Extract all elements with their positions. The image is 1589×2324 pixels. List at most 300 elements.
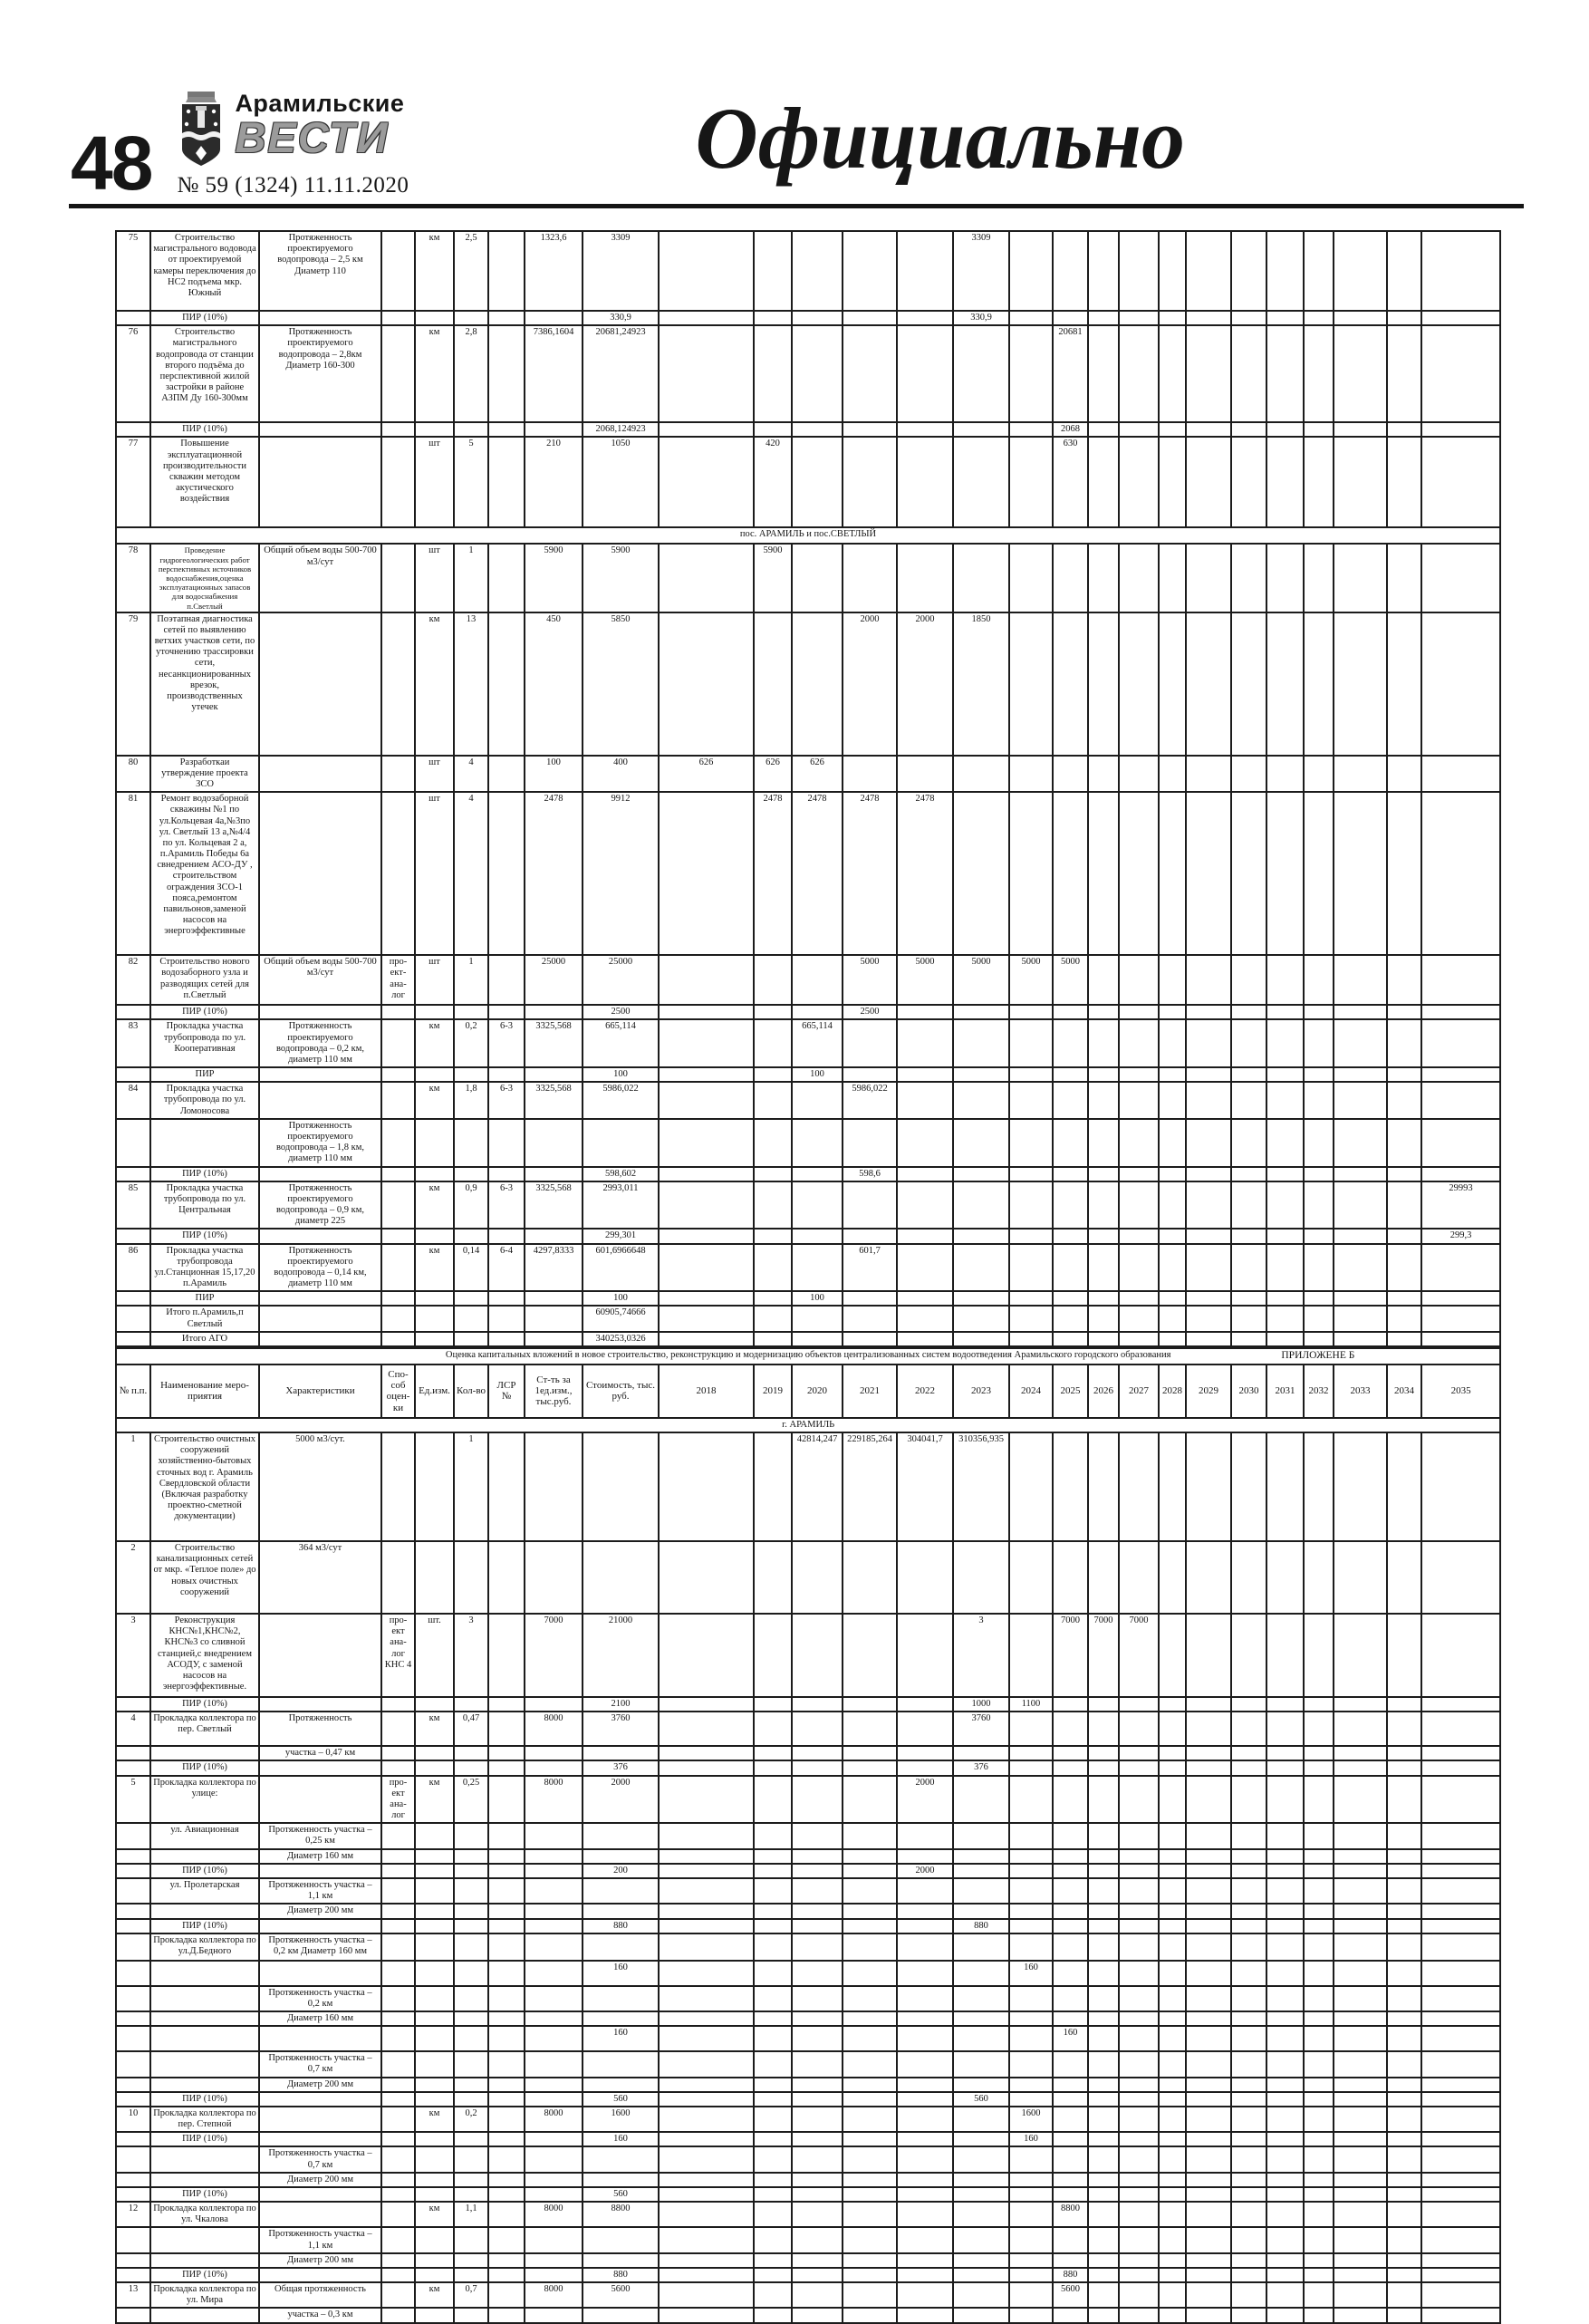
table-cell <box>1421 544 1500 612</box>
table-cell: 78 <box>116 544 150 612</box>
table-cell <box>1053 1067 1088 1082</box>
table-cell <box>1009 1119 1053 1167</box>
table-cell <box>1159 2132 1186 2146</box>
table-cell <box>754 422 792 437</box>
table-cell <box>259 1067 381 1082</box>
table-cell <box>897 2282 953 2308</box>
table-cell: Диаметр 200 мм <box>259 2078 381 2092</box>
table-cell <box>1266 612 1304 756</box>
table-cell: Прокладка коллектора по пер. Степной <box>150 2107 259 2132</box>
table-cell <box>1088 2282 1119 2308</box>
table-cell <box>1053 2253 1088 2268</box>
table-cell <box>415 2253 454 2268</box>
table-cell <box>1088 231 1119 311</box>
table-cell <box>415 1167 454 1181</box>
table-row <box>116 955 1500 1005</box>
table-cell <box>1231 1244 1266 1292</box>
table-cell <box>792 1697 843 1712</box>
table-row <box>116 325 1500 422</box>
table-cell <box>259 2202 381 2227</box>
table-cell <box>1053 2173 1088 2187</box>
table-cell <box>1159 1823 1186 1848</box>
table-cell: 1850 <box>953 612 1009 756</box>
table-cell: 2000 <box>583 1776 659 1824</box>
table-cell <box>415 2308 454 2322</box>
table-cell <box>953 2078 1009 2092</box>
table-cell <box>1009 2092 1053 2107</box>
table-cell <box>1304 2107 1334 2132</box>
table-cell <box>259 1229 381 1243</box>
table-cell <box>1009 325 1053 422</box>
table-cell <box>1387 612 1421 756</box>
table-cell <box>792 1961 843 1986</box>
table-cell <box>1266 2253 1304 2268</box>
table-cell <box>1304 1119 1334 1167</box>
table-cell <box>1266 231 1304 311</box>
table-cell <box>1088 2227 1119 2252</box>
table-cell <box>1119 1697 1159 1712</box>
table-cell <box>1387 2107 1421 2132</box>
table-cell <box>1159 1541 1186 1614</box>
table-cell <box>792 2173 843 2187</box>
table-cell: км <box>415 1712 454 1746</box>
table-cell <box>116 2187 150 2202</box>
table-cell: 364 м3/сут <box>259 1541 381 1614</box>
table-cell: про-ект ана-лог КНС 4 <box>381 1614 415 1697</box>
header-cell: 2028 <box>1159 1365 1186 1418</box>
table-cell <box>792 1229 843 1243</box>
table-cell: 5 <box>116 1776 150 1824</box>
table-cell <box>1304 1167 1334 1181</box>
table-cell <box>1266 311 1304 325</box>
table-cell <box>1186 437 1231 527</box>
table-cell <box>525 1067 583 1082</box>
table-cell: 4297,8333 <box>525 1244 583 1292</box>
table-cell <box>659 1697 754 1712</box>
table-cell: 5 <box>454 437 488 527</box>
table-cell <box>259 1864 381 1878</box>
table-cell <box>1119 2107 1159 2132</box>
header-cell: 2035 <box>1421 1365 1500 1418</box>
table-cell <box>659 2268 754 2282</box>
header-cell: № п.п. <box>116 1365 150 1418</box>
table-cell <box>583 2173 659 2187</box>
table-cell: 0,9 <box>454 1181 488 1230</box>
table-cell <box>1304 1306 1334 1331</box>
table-cell <box>1266 1933 1304 1961</box>
table-cell: 5000 <box>843 955 897 1005</box>
table-cell: 100 <box>583 1291 659 1306</box>
table-cell <box>1159 2282 1186 2308</box>
table-cell <box>953 1878 1009 1904</box>
table-cell <box>1088 422 1119 437</box>
table-cell <box>1266 2202 1304 2227</box>
table-cell: 1 <box>454 544 488 612</box>
table-cell <box>1186 2078 1231 2092</box>
table-cell: 76 <box>116 325 150 422</box>
table-cell <box>843 756 897 793</box>
table-cell <box>1231 1167 1266 1181</box>
table-cell: Диаметр 160 мм <box>259 2011 381 2026</box>
table-cell <box>488 2107 525 2132</box>
table-cell <box>1421 2173 1500 2187</box>
table-cell: 0,2 <box>454 1019 488 1067</box>
table-cell <box>116 1878 150 1904</box>
table-cell <box>754 1005 792 1019</box>
table-cell <box>488 1864 525 1878</box>
table-cell <box>754 1244 792 1292</box>
table-cell <box>1053 2078 1088 2092</box>
table-cell <box>843 1919 897 1933</box>
table-cell <box>1334 1904 1387 1918</box>
table-cell <box>415 1904 454 1918</box>
table-cell <box>1119 1067 1159 1082</box>
table-cell <box>792 2308 843 2322</box>
table-cell <box>150 2051 259 2077</box>
table-cell <box>381 1697 415 1712</box>
table-cell <box>1387 1961 1421 1986</box>
table-cell: 560 <box>583 2092 659 2107</box>
table-cell: 5850 <box>583 612 659 756</box>
table-cell <box>1119 1005 1159 1019</box>
table-row <box>116 612 1500 756</box>
table-cell <box>953 1332 1009 1346</box>
table-cell: км <box>415 1244 454 1292</box>
table-cell <box>259 1291 381 1306</box>
header-row <box>116 1365 1500 1418</box>
table-cell <box>381 612 415 756</box>
table-cell <box>1053 1541 1088 1614</box>
table-cell <box>454 311 488 325</box>
table-cell <box>953 544 1009 612</box>
table-cell <box>897 1878 953 1904</box>
table-cell <box>381 792 415 955</box>
table-cell <box>897 2308 953 2322</box>
table-cell <box>1334 2092 1387 2107</box>
table-cell <box>1159 311 1186 325</box>
table-cell <box>1304 1904 1334 1918</box>
table-cell <box>792 544 843 612</box>
table-cell <box>659 2227 754 2252</box>
table-cell <box>1266 1849 1304 1864</box>
table-cell <box>754 1332 792 1346</box>
table-cell: 8000 <box>525 2107 583 2132</box>
table-cell <box>415 2026 454 2051</box>
table-cell: 82 <box>116 955 150 1005</box>
table-cell: Прокладка участка трубопровода по ул. Кооперативная <box>150 1019 259 1067</box>
table-cell <box>583 1986 659 2011</box>
table-cell <box>1304 2282 1334 2308</box>
table-cell <box>1304 612 1334 756</box>
table-cell <box>1053 2107 1088 2132</box>
table-cell <box>525 1005 583 1019</box>
header-cell: 2033 <box>1334 1365 1387 1418</box>
table-cell <box>1334 2308 1387 2322</box>
table-cell <box>843 544 897 612</box>
table-cell <box>1119 1986 1159 2011</box>
table-cell <box>525 1849 583 1864</box>
table-row <box>116 1541 1500 1614</box>
table-row <box>116 422 1500 437</box>
table-row <box>116 1614 1500 1697</box>
header-cell: Наименование меро-приятия <box>150 1365 259 1418</box>
table-cell: 160 <box>583 2132 659 2146</box>
table-cell: ПИР (10%) <box>150 2092 259 2107</box>
table-cell <box>1119 1849 1159 1864</box>
table-cell <box>1421 2146 1500 2172</box>
table-cell <box>1304 2092 1334 2107</box>
table-cell <box>1421 1291 1500 1306</box>
table-cell <box>897 2132 953 2146</box>
table-cell <box>415 1005 454 1019</box>
table-cell <box>1266 1019 1304 1067</box>
table-cell <box>488 311 525 325</box>
table-cell <box>754 1291 792 1306</box>
table-cell <box>1231 1878 1266 1904</box>
table-cell <box>897 1005 953 1019</box>
table-cell <box>259 2268 381 2282</box>
table-cell <box>381 437 415 527</box>
table-cell <box>1231 2026 1266 2051</box>
table-cell <box>488 1291 525 1306</box>
table-cell: 160 <box>583 2026 659 2051</box>
table-cell <box>116 2026 150 2051</box>
table-cell <box>488 437 525 527</box>
table-cell <box>1387 2173 1421 2187</box>
table-cell <box>525 2173 583 2187</box>
table-cell: 8000 <box>525 2202 583 2227</box>
table-cell <box>525 1229 583 1243</box>
table-cell <box>488 1167 525 1181</box>
table-cell <box>488 1067 525 1082</box>
table-cell <box>454 1697 488 1712</box>
header-cell: Характеристики <box>259 1365 381 1418</box>
table-cell: Диаметр 200 мм <box>259 2173 381 2187</box>
table-cell: 1 <box>454 1432 488 1541</box>
table-row <box>116 2282 1500 2308</box>
table-cell <box>1421 2051 1500 2077</box>
table-cell <box>953 2308 1009 2322</box>
table-cell <box>953 2051 1009 2077</box>
table-cell <box>1387 1306 1421 1331</box>
table-cell <box>1334 437 1387 527</box>
section-label: пос. АРАМИЛЬ и пос.СВЕТЛЫЙ <box>116 527 1500 544</box>
table-cell: 8800 <box>1053 2202 1088 2227</box>
table-cell: 100 <box>792 1291 843 1306</box>
table-cell: 85 <box>116 1181 150 1230</box>
table-cell: 330,9 <box>583 311 659 325</box>
table-cell <box>381 2132 415 2146</box>
table-cell <box>1009 1005 1053 1019</box>
table-cell <box>1387 1760 1421 1775</box>
table-cell: 25000 <box>583 955 659 1005</box>
table-cell <box>488 2268 525 2282</box>
table-cell <box>897 1332 953 1346</box>
table-cell <box>381 1904 415 1918</box>
table-cell <box>1334 792 1387 955</box>
table-cell <box>1088 1776 1119 1824</box>
table-cell <box>1053 2011 1088 2026</box>
table-cell: 3760 <box>953 1712 1009 1746</box>
table-cell <box>381 1229 415 1243</box>
table-cell <box>1159 1614 1186 1697</box>
table-cell <box>1334 1697 1387 1712</box>
table-cell <box>659 2253 754 2268</box>
table-cell <box>525 2078 583 2092</box>
wastewater-table-container <box>115 1347 1589 2324</box>
table-cell <box>1159 2308 1186 2322</box>
table-cell <box>1304 792 1334 955</box>
table-cell <box>953 2268 1009 2282</box>
table-row <box>116 2132 1500 2146</box>
table-cell: 4 <box>454 756 488 793</box>
table-cell <box>1186 1541 1231 1614</box>
table-cell <box>953 1244 1009 1292</box>
table-cell <box>1421 2308 1500 2322</box>
table-cell <box>1334 1776 1387 1824</box>
table-cell <box>792 1823 843 1848</box>
table-cell <box>1088 1306 1119 1331</box>
table-cell <box>1421 1986 1500 2011</box>
table-cell: 2000 <box>897 612 953 756</box>
table-cell <box>1088 437 1119 527</box>
table-cell <box>1334 2202 1387 2227</box>
table-cell <box>1421 2011 1500 2026</box>
table-cell: Протяженность участка – 0,25 км <box>259 1823 381 1848</box>
table-cell <box>116 1933 150 1961</box>
table-cell <box>953 1067 1009 1082</box>
table-cell <box>953 2173 1009 2187</box>
table-cell <box>150 2026 259 2051</box>
table-cell <box>116 1746 150 1760</box>
table-row <box>116 1697 1500 1712</box>
table-cell <box>1186 955 1231 1005</box>
table-cell <box>953 2026 1009 2051</box>
table-cell <box>1119 1229 1159 1243</box>
table-cell: 376 <box>583 1760 659 1775</box>
table-cell <box>525 2268 583 2282</box>
table-cell <box>659 1614 754 1697</box>
table-row <box>116 2173 1500 2187</box>
header-cell: ЛСР № <box>488 1365 525 1418</box>
table-row <box>116 2253 1500 2268</box>
table-cell: 160 <box>583 1961 659 1986</box>
table-cell <box>1387 1712 1421 1746</box>
table-cell <box>792 2011 843 2026</box>
table-cell <box>1231 1229 1266 1243</box>
table-cell <box>1119 1167 1159 1181</box>
table-cell <box>843 2146 897 2172</box>
table-cell <box>1159 1712 1186 1746</box>
table-cell <box>792 1776 843 1824</box>
table-row <box>116 2026 1500 2051</box>
table-cell: 160 <box>1009 1961 1053 1986</box>
table-cell: ПИР (10%) <box>150 311 259 325</box>
table-cell <box>381 2092 415 2107</box>
table-cell: Протяженность проектируемого водопровода – 0,9 км, диаметр 225 <box>259 1181 381 1230</box>
table-cell <box>1159 2268 1186 2282</box>
table-cell <box>1053 544 1088 612</box>
table-cell <box>381 1119 415 1167</box>
table-row <box>116 1760 1500 1775</box>
table-cell <box>1231 1541 1266 1614</box>
table-cell: Строительство магистрального водопровода от станции второго подъёма до перспективной жилой застройки в районе АЗПМ Ду 160-300мм <box>150 325 259 422</box>
table-cell: 20681 <box>1053 325 1088 422</box>
table-cell <box>897 2187 953 2202</box>
table-cell <box>1304 1823 1334 1848</box>
table-cell <box>659 2107 754 2132</box>
table-cell: 3 <box>953 1614 1009 1697</box>
table-cell <box>116 2227 150 2252</box>
table-cell <box>415 1697 454 1712</box>
table-cell: 0,2 <box>454 2107 488 2132</box>
table-cell <box>754 1746 792 1760</box>
table-cell <box>415 422 454 437</box>
table-cell <box>488 2051 525 2077</box>
table-cell: Строительство очистных сооружений хозяйственно-бытовых сточных вод г. Арамиль Свердловской области (Включая разработку проектно-сметной документации) <box>150 1432 259 1541</box>
table-cell: Повышение эксплуатационной производительности скважин методом акустического воздействия <box>150 437 259 527</box>
table-cell: 5000 <box>897 955 953 1005</box>
table-cell <box>1186 2308 1231 2322</box>
table-cell <box>1231 1067 1266 1082</box>
table-cell <box>1421 1878 1500 1904</box>
table-cell <box>381 1432 415 1541</box>
masthead <box>0 0 1589 207</box>
table-cell <box>754 1849 792 1864</box>
table-cell <box>953 2282 1009 2308</box>
table-cell: 6-3 <box>488 1019 525 1067</box>
table-cell <box>792 1849 843 1864</box>
table-cell <box>1266 2078 1304 2092</box>
table-cell <box>1088 2011 1119 2026</box>
table-cell <box>1186 1432 1231 1541</box>
table-cell: 3 <box>454 1614 488 1697</box>
table-cell <box>754 311 792 325</box>
table-cell <box>1231 2092 1266 2107</box>
table-cell: ПИР <box>150 1067 259 1082</box>
table-cell <box>415 1849 454 1864</box>
table-cell <box>897 1823 953 1848</box>
table-cell <box>1387 422 1421 437</box>
table-cell <box>1266 2051 1304 2077</box>
table-cell <box>1421 1746 1500 1760</box>
table-cell: 42814,247 <box>792 1432 843 1541</box>
table-cell: шт <box>415 544 454 612</box>
table-cell <box>953 1291 1009 1306</box>
table-cell <box>1304 1019 1334 1067</box>
table-cell <box>488 544 525 612</box>
table-cell <box>1387 1332 1421 1346</box>
table-cell <box>897 1229 953 1243</box>
table-cell <box>488 2253 525 2268</box>
table-cell <box>1053 1244 1088 1292</box>
table-cell <box>1334 1229 1387 1243</box>
table-cell: Строительство канализационных сетей от мкр. «Теплое поле» до новых очистных сооружений <box>150 1541 259 1614</box>
table-cell <box>1186 2026 1231 2051</box>
table-cell <box>1053 1760 1088 1775</box>
table-cell <box>454 1332 488 1346</box>
table-cell <box>897 1712 953 1746</box>
table-cell <box>843 2107 897 2132</box>
table-cell <box>953 2011 1009 2026</box>
table-cell: Разработкаи утверждение проекта ЗСО <box>150 756 259 793</box>
table-cell <box>1088 1541 1119 1614</box>
table-cell <box>1387 1119 1421 1167</box>
table-cell <box>1304 2026 1334 2051</box>
table-cell <box>1387 1697 1421 1712</box>
table-cell <box>792 2132 843 2146</box>
table-cell <box>259 2107 381 2132</box>
